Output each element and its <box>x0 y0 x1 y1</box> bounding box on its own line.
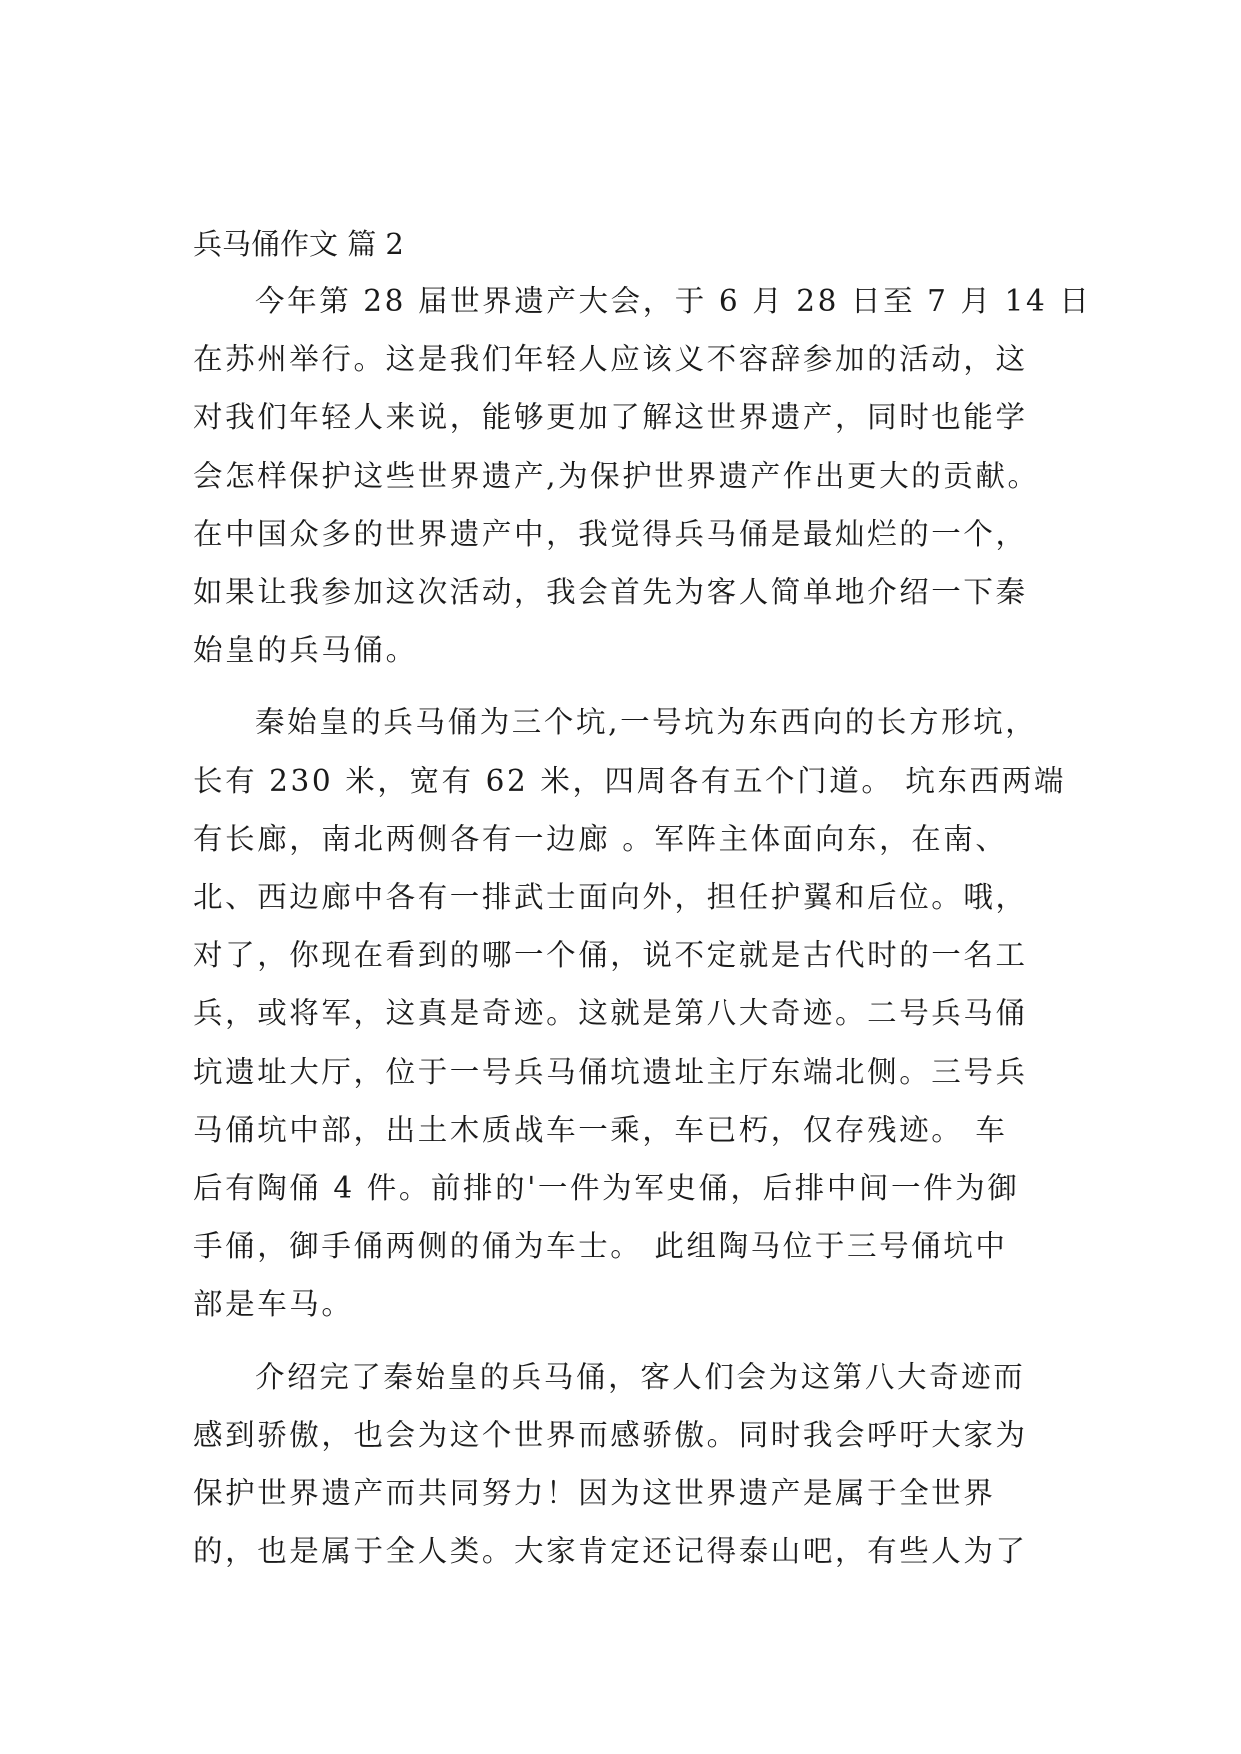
paragraph-line: 介绍完了秦始皇的兵马俑，客人们会为这第八大奇迹而 <box>255 1359 1026 1394</box>
paragraph-line: 的，也是属于全人类。大家肯定还记得泰山吧，有些人为了 <box>193 1534 1028 1569</box>
paragraph-line: 兵，或将军，这真是奇迹。这就是第八大奇迹。二号兵马俑 <box>193 996 1028 1031</box>
paragraph-line: 手俑，御手俑两侧的俑为车士。 此组陶马位于三号俑坑中 <box>193 1229 1008 1264</box>
paragraph-line: 如果让我参加这次活动，我会首先为客人简单地介绍一下秦 <box>193 575 1028 610</box>
paragraph-line: 保护世界遗产而共同努力！因为这世界遗产是属于全世界 <box>193 1476 996 1511</box>
paragraph-line: 对我们年轻人来说，能够更加了解这世界遗产，同时也能学 <box>193 400 1028 435</box>
paragraph-line: 感到骄傲，也会为这个世界而感骄傲。同时我会呼吁大家为 <box>193 1417 1028 1452</box>
paragraph-line: 秦始皇的兵马俑为三个坑,一号坑为东西向的长方形坑， <box>255 705 1038 740</box>
paragraph-line: 对了，你现在看到的哪一个俑，说不定就是古代时的一名工 <box>193 938 1028 973</box>
paragraph-line: 部是车马。 <box>193 1287 354 1322</box>
paragraph-line: 北、西边廊中各有一排武士面向外，担任护翼和后位。哦， <box>193 880 1028 915</box>
paragraph-line: 马俑坑中部，出土木质战车一乘，车已朽，仅存残迹。 车 <box>193 1112 1008 1147</box>
paragraph-line: 始皇的兵马俑。 <box>193 633 418 668</box>
paragraph-line: 会怎样保护这些世界遗产,为保护世界遗产作出更大的贡献。 <box>193 458 1040 493</box>
paragraph-line: 在中国众多的世界遗产中，我觉得兵马俑是最灿烂的一个， <box>193 516 1028 551</box>
paragraph-2 <box>193 693 1066 1333</box>
document-body <box>193 224 1092 1594</box>
paragraph-line: 今年第 28 届世界遗产大会，于 6 月 28 日至 7 月 14 日 <box>255 284 1092 318</box>
paragraph-line: 有长廊，南北两侧各有一边廊 。军阵主体面向东，在南、 <box>193 821 1008 856</box>
document-title: 兵马俑作文 篇 2 <box>193 227 404 261</box>
paragraph-line: 坑遗址大厅，位于一号兵马俑坑遗址主厅东端北侧。三号兵 <box>193 1054 1028 1089</box>
paragraph-line: 在苏州举行。这是我们年轻人应该义不容辞参加的活动，这 <box>193 342 1028 377</box>
paragraph-1 <box>193 272 1092 679</box>
paragraph-line: 长有 230 米，宽有 62 米，四周各有五个门道。 坑东西两端 <box>193 763 1066 798</box>
paragraph-line: 后有陶俑 4 件。前排的'一件为军史俑，后排中间一件为御 <box>193 1171 1020 1206</box>
paragraph-3 <box>193 1348 1059 1581</box>
